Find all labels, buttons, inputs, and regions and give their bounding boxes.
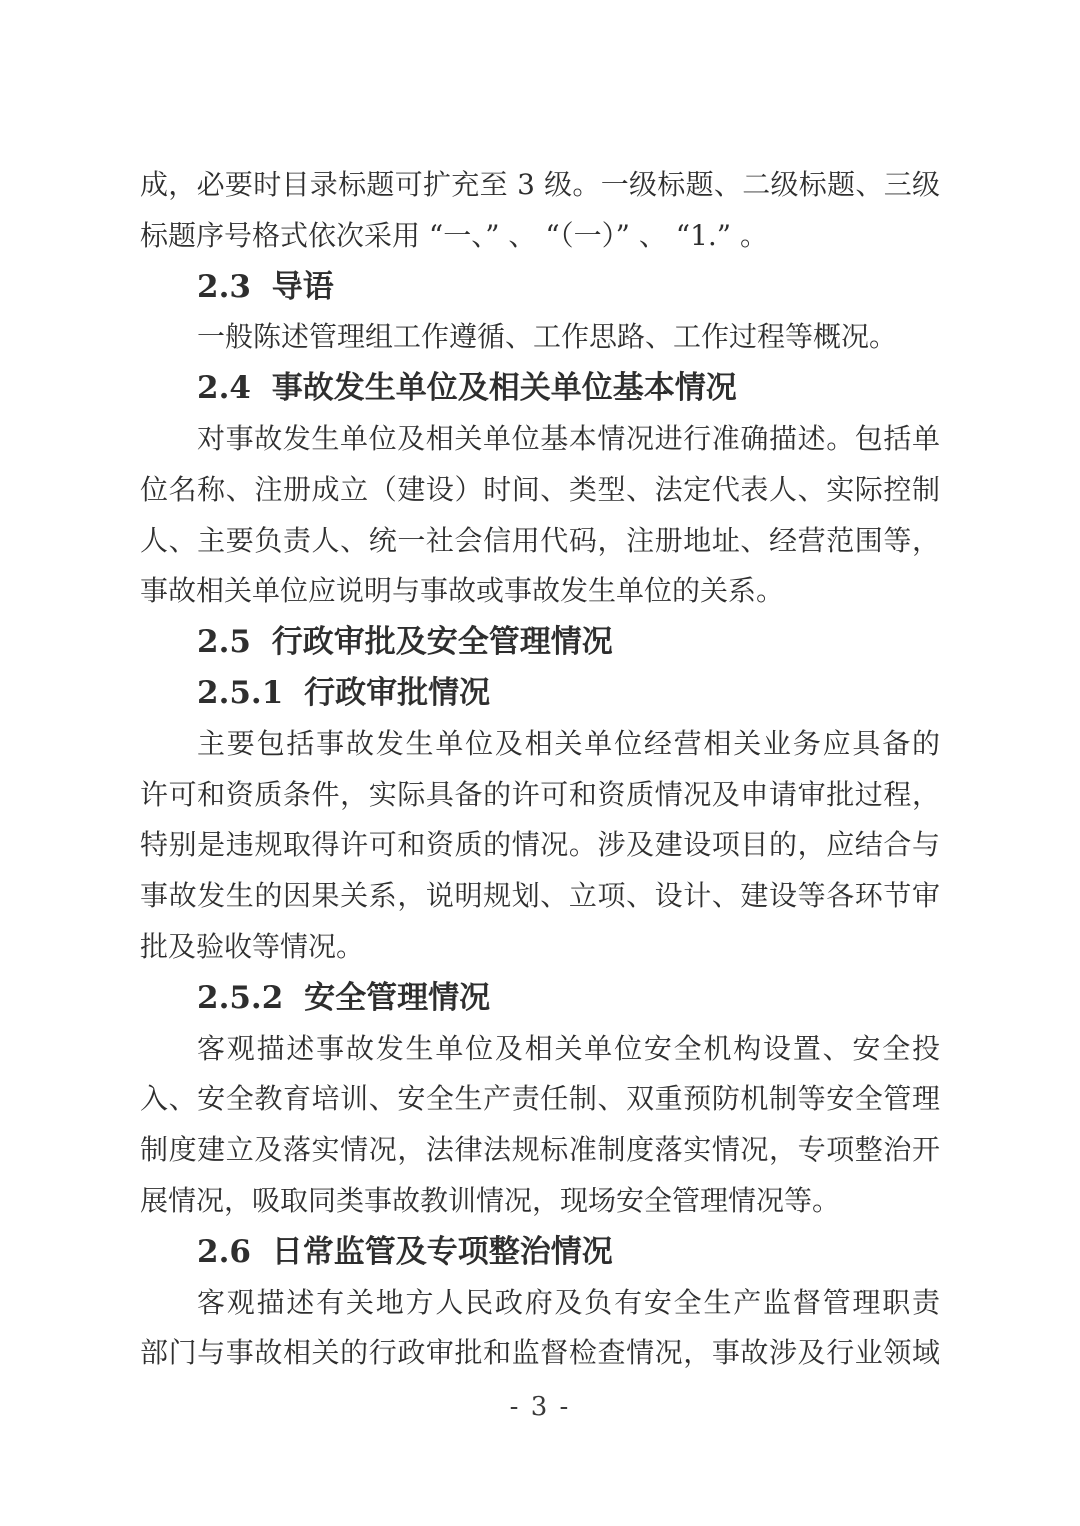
document-page xyxy=(140,160,940,1379)
body-line: 人、主要负责人、统一社会信用代码，注册地址、经营范围等， xyxy=(140,523,940,557)
body-line: 客观描述事故发生单位及相关单位安全机构设置、安全投 xyxy=(197,1031,940,1065)
body-line: 特别是违规取得许可和资质的情况。涉及建设项目的，应结合与 xyxy=(140,828,940,862)
body-line: 一般陈述管理组工作遵循、工作思路、工作过程等概况。 xyxy=(197,320,898,354)
body-line: 客观描述有关地方人民政府及负有安全生产监督管理职责 xyxy=(197,1285,940,1319)
heading-2-5-1: 2.5.1 行政审批情况 xyxy=(197,674,491,711)
body-line: 批及验收等情况。 xyxy=(140,929,365,963)
body-line: 部门与事故相关的行政审批和监督检查情况，事故涉及行业领域 xyxy=(140,1336,940,1370)
body-line: 制度建立及落实情况，法律法规标准制度落实情况，专项整治开 xyxy=(140,1133,940,1167)
heading-2-3: 2.3 导语 xyxy=(197,268,334,305)
body-line: 标题序号格式依次采用 “一、” 、 “（一）” 、 “1.” 。 xyxy=(140,218,769,252)
body-line: 主要包括事故发生单位及相关单位经营相关业务应具备的 xyxy=(197,726,940,760)
page-number: - 3 - xyxy=(509,1392,571,1422)
heading-2-5-2: 2.5.2 安全管理情况 xyxy=(197,979,491,1016)
body-line: 入、安全教育培训、安全生产责任制、双重预防机制等安全管理 xyxy=(140,1082,940,1116)
body-line: 位名称、注册成立（建设）时间、类型、法定代表人、实际控制 xyxy=(140,472,940,506)
heading-2-4: 2.4 事故发生单位及相关单位基本情况 xyxy=(197,370,737,407)
body-line: 事故发生的因果关系，说明规划、立项、设计、建设等各环节审 xyxy=(140,879,940,913)
body-line: 成，必要时目录标题可扩充至 3 级。一级标题、二级标题、三级 xyxy=(140,168,940,201)
body-line: 事故相关单位应说明与事故或事故发生单位的关系。 xyxy=(140,574,785,608)
heading-2-5: 2.5 行政审批及安全管理情况 xyxy=(197,624,613,661)
body-line: 展情况，吸取同类事故教训情况，现场安全管理情况等。 xyxy=(140,1183,841,1217)
body-line: 许可和资质条件，实际具备的许可和资质情况及申请审批过程， xyxy=(140,777,940,811)
heading-2-6: 2.6 日常监管及专项整治情况 xyxy=(197,1233,613,1270)
body-line: 对事故发生单位及相关单位基本情况进行准确描述。包括单 xyxy=(197,421,940,455)
